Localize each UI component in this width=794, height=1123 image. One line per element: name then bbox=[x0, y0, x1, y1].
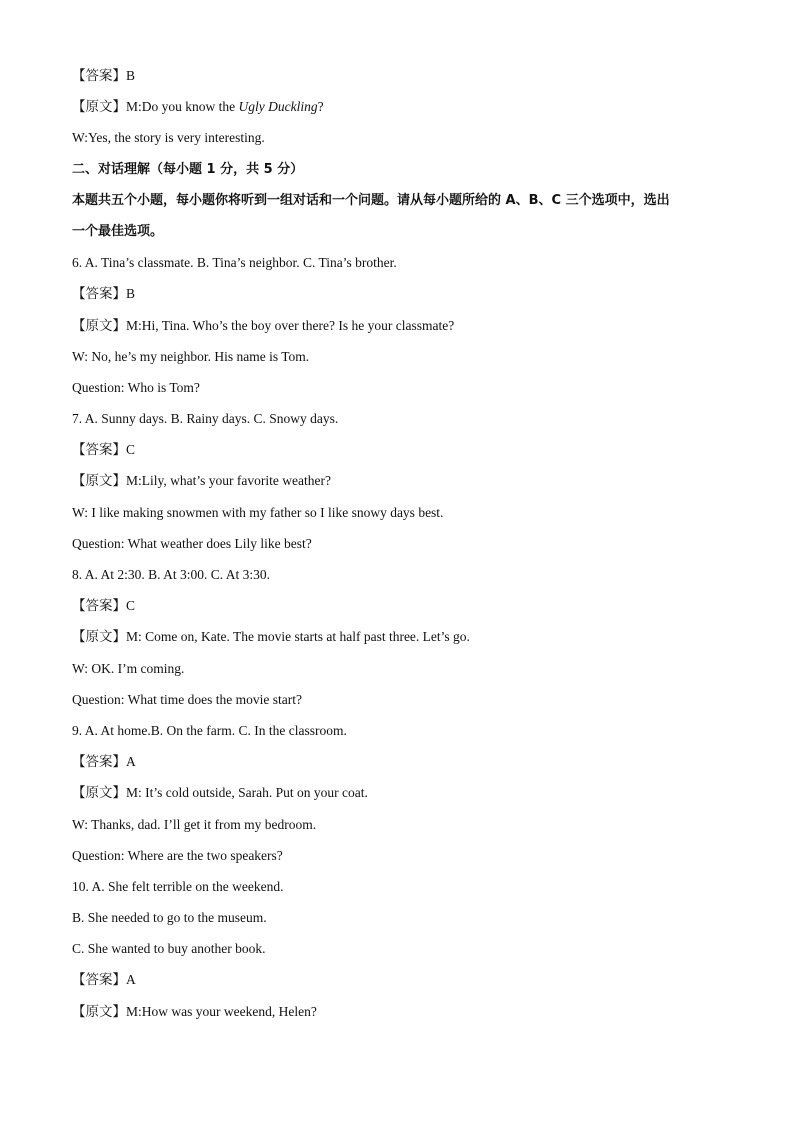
question-line: Question: What weather does Lily like best? bbox=[72, 535, 312, 551]
transcript-line: 【原文】M:Hi, Tina. Who’s the boy over there? Is he your classmate? bbox=[72, 317, 455, 333]
dialogue-line: W:Yes, the story is very interesting. bbox=[72, 130, 265, 146]
answer-line: 【答案】C bbox=[72, 442, 136, 458]
answer-line: 【答案】B bbox=[72, 68, 136, 83]
question-7-options: 7. A. Sunny days. B. Rainy days. C. Snowy days. bbox=[72, 411, 339, 427]
answer-line: 【答案】A bbox=[72, 972, 136, 988]
section-instructions-cont: 一个最佳选项。 bbox=[72, 223, 164, 239]
question-10-option-c: C. She wanted to buy another book. bbox=[72, 941, 266, 957]
transcript-line: 【原文】M: It’s cold outside, Sarah. Put on your coat. bbox=[72, 785, 368, 801]
question-line: Question: Who is Tom? bbox=[72, 379, 200, 395]
transcript-line: 【原文】M:Lily, what’s your favorite weather? bbox=[72, 473, 331, 489]
question-line: Question: Where are the two speakers? bbox=[72, 847, 283, 863]
dialogue-line: W: No, he’s my neighbor. His name is Tom. bbox=[72, 348, 310, 364]
document-page bbox=[72, 63, 732, 1030]
question-10-option-a: 10. A. She felt terrible on the weekend. bbox=[72, 878, 284, 894]
answer-line: 【答案】B bbox=[72, 286, 136, 302]
question-mark: ? bbox=[317, 99, 324, 115]
transcript-line: 【原文】M:How was your weekend, Helen? bbox=[72, 1003, 317, 1019]
dialogue-line: W: OK. I’m coming. bbox=[72, 660, 185, 676]
transcript-line bbox=[72, 94, 732, 125]
transcript-line: 【原文】M: Come on, Kate. The movie starts at half past three. Let’s go. bbox=[72, 629, 470, 645]
section-instructions: 本题共五个小题，每小题你将听到一组对话和一个问题。请从每小题所给的 A、B、C 三个选项中，选出 bbox=[72, 192, 670, 208]
answer-line: 【答案】A bbox=[72, 754, 136, 770]
question-10-option-b: B. She needed to go to the museum. bbox=[72, 910, 267, 926]
section-heading: 二、对话理解（每小题 1 分，共 5 分） bbox=[72, 161, 304, 177]
answer-line: 【答案】C bbox=[72, 598, 136, 614]
question-9-options: 9. A. At home.B. On the farm. C. In the classroom. bbox=[72, 722, 347, 738]
question-8-options: 8. A. At 2:30. B. At 3:00. C. At 3:30. bbox=[72, 567, 271, 582]
story-title: Ugly Duckling bbox=[238, 99, 318, 115]
dialogue-line: W: Thanks, dad. I’ll get it from my bedroom. bbox=[72, 816, 317, 832]
question-6-options: 6. A. Tina’s classmate. B. Tina’s neighbor. C. Tina’s brother. bbox=[72, 255, 397, 271]
dialogue-line: W: I like making snowmen with my father so I like snowy days best. bbox=[72, 504, 444, 520]
question-line: Question: What time does the movie start? bbox=[72, 691, 302, 707]
transcript-text: 【原文】M:Do you know the bbox=[72, 99, 239, 115]
